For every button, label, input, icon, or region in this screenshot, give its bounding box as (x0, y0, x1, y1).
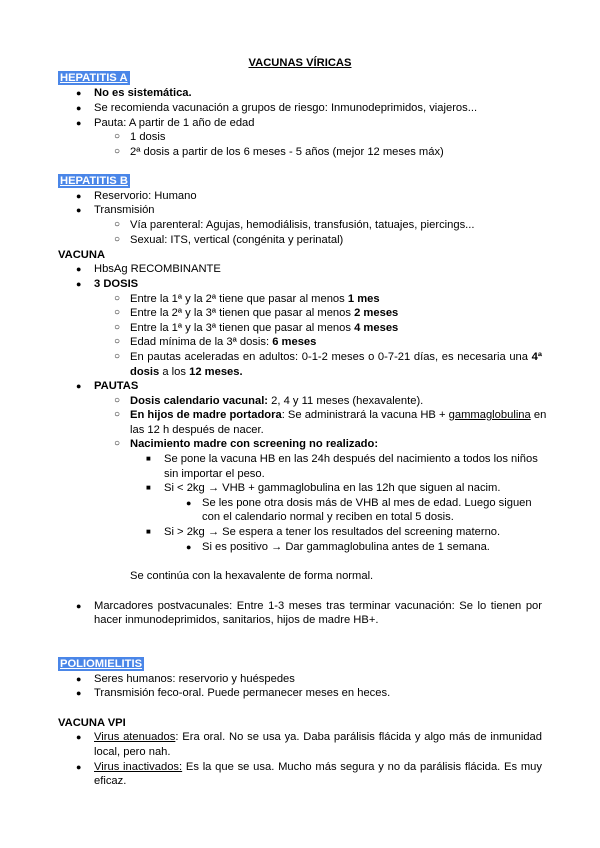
circle-bullet-icon: ○ (114, 409, 121, 420)
bullet-icon: ● (76, 601, 82, 611)
sub-list-item: 1 dosis (130, 131, 166, 143)
circle-bullet-icon: ○ (114, 131, 121, 142)
list-item: PAUTAS (94, 380, 139, 392)
bullet-icon: ● (76, 264, 82, 274)
sub-list-item: Vía parenteral: Agujas, hemodiálisis, transfusión, tatuajes, piercings... (130, 219, 475, 231)
circle-bullet-icon: ○ (114, 322, 121, 333)
bullet-icon: ● (76, 688, 82, 698)
circle-bullet-icon: ○ (114, 336, 121, 347)
list-item: No es sistemática. (94, 87, 192, 99)
list-item: HbsAg RECOMBINANTE (94, 263, 221, 275)
sub-sub-list-item: Si < 2kg → VHB + gammaglobulina en las 12h que siguen al nacim. (164, 482, 501, 494)
list-item-cont: eficaz. (94, 775, 127, 787)
list-item-cont: local, pero nah. (94, 746, 171, 758)
sub-list-item: Sexual: ITS, vertical (congénita y perinatal) (130, 234, 344, 246)
bullet-icon: ● (76, 732, 82, 742)
square-bullet-icon: ■ (146, 483, 151, 492)
list-item: Virus atenuados: Era oral. No se usa ya. Daba parálisis flácida y algo más de inmunidad (94, 731, 542, 743)
bullet-icon: ● (76, 103, 82, 113)
list-item: Transmisión feco-oral. Puede permanecer meses en heces. (94, 687, 391, 699)
sub-sub-list-item-cont: sin importar el peso. (164, 468, 265, 480)
bullet-icon: ● (186, 498, 192, 508)
sub-list-item: 2ª dosis a partir de los 6 meses - 5 años (mejor 12 meses máx) (130, 146, 444, 158)
bullet-icon: ● (186, 542, 192, 552)
list-item: Seres humanos: reservorio y huéspedes (94, 673, 295, 685)
circle-bullet-icon: ○ (114, 234, 121, 245)
circle-bullet-icon: ○ (114, 219, 121, 230)
sub-list-item: Entre la 1ª y la 2ª tiene que pasar al menos 1 mes (130, 293, 380, 305)
heading-hepatitis-a: HEPATITIS A (60, 72, 128, 84)
list-item: Marcadores postvacunales: Entre 1-3 meses tras terminar vacunación: Se lo tienen por (94, 600, 542, 612)
sub-list-item-cont: las 12 h después de nacer. (130, 424, 264, 436)
circle-bullet-icon: ○ (114, 395, 121, 406)
list-item: Transmisión (94, 204, 155, 216)
bullet-icon: ● (76, 674, 82, 684)
sub-list-item: Entre la 2ª y la 3ª tienen que pasar al menos 2 meses (130, 307, 399, 319)
sub-sub-list-item: Se pone la vacuna HB en las 24h después del nacimiento a todos los niños (164, 453, 538, 465)
heading-vacuna-vpi: VACUNA VPI (58, 717, 126, 729)
list-item: Se recomienda vacunación a grupos de riesgo: Inmunodeprimidos, viajeros... (94, 102, 478, 114)
list-item: Virus inactivados: Es la que se usa. Mucho más segura y no da parálisis flácida. Es muy (94, 761, 542, 773)
square-bullet-icon: ■ (146, 454, 151, 463)
square-bullet-icon: ■ (146, 527, 151, 536)
page-title: VACUNAS VÍRICAS (248, 57, 352, 69)
list-item: 3 DOSIS (94, 278, 139, 290)
bullet-icon: ● (76, 88, 82, 98)
sub-list-item: En hijos de madre portadora: Se administrará la vacuna HB + gammaglobulina en (130, 409, 547, 421)
sub-list-item: Nacimiento madre con screening no realizado: (130, 438, 379, 450)
sub-sub-list-item: Si > 2kg → Se espera a tener los resultados del screening materno. (164, 526, 501, 538)
paragraph: Se continúa con la hexavalente de forma normal. (130, 570, 374, 582)
heading-poliomielitis: POLIOMIELITIS (60, 658, 143, 670)
sub-list-item: Dosis calendario vacunal: 2, 4 y 11 meses (hexavalente). (130, 395, 424, 407)
bullet-icon: ● (76, 279, 82, 289)
sub-list-item-cont: dosis a los 12 meses. (130, 366, 243, 378)
circle-bullet-icon: ○ (114, 293, 121, 304)
bullet-icon: ● (76, 762, 82, 772)
level4-list-item-cont: con el calendario normal y reciben en total 5 dosis. (202, 511, 454, 523)
list-item-cont: hacer inmunodeprimidos, sanitarios, hijos de madre HB+. (94, 614, 379, 626)
heading-vacuna: VACUNA (58, 249, 106, 261)
circle-bullet-icon: ○ (114, 307, 121, 318)
list-item: Reservorio: Humano (94, 190, 197, 202)
sub-list-item: Edad mínima de la 3ª dosis: 6 meses (130, 336, 317, 348)
level4-list-item: Si es positivo → Dar gammaglobulina antes de 1 semana. (202, 541, 490, 553)
heading-hepatitis-b: HEPATITIS B (60, 175, 128, 187)
bullet-icon: ● (76, 205, 82, 215)
circle-bullet-icon: ○ (114, 438, 121, 449)
circle-bullet-icon: ○ (114, 146, 121, 157)
list-item: Pauta: A partir de 1 año de edad (94, 117, 255, 129)
level4-list-item: Se les pone otra dosis más de VHB al mes de edad. Luego siguen (202, 497, 532, 509)
circle-bullet-icon: ○ (114, 351, 121, 362)
bullet-icon: ● (76, 118, 82, 128)
bullet-icon: ● (76, 381, 82, 391)
bullet-icon: ● (76, 191, 82, 201)
sub-list-item: Entre la 1ª y la 3ª tienen que pasar al menos 4 meses (130, 322, 399, 334)
sub-list-item: En pautas aceleradas en adultos: 0-1-2 meses o 0-7-21 días, es necesaria una 4ª (130, 351, 542, 363)
